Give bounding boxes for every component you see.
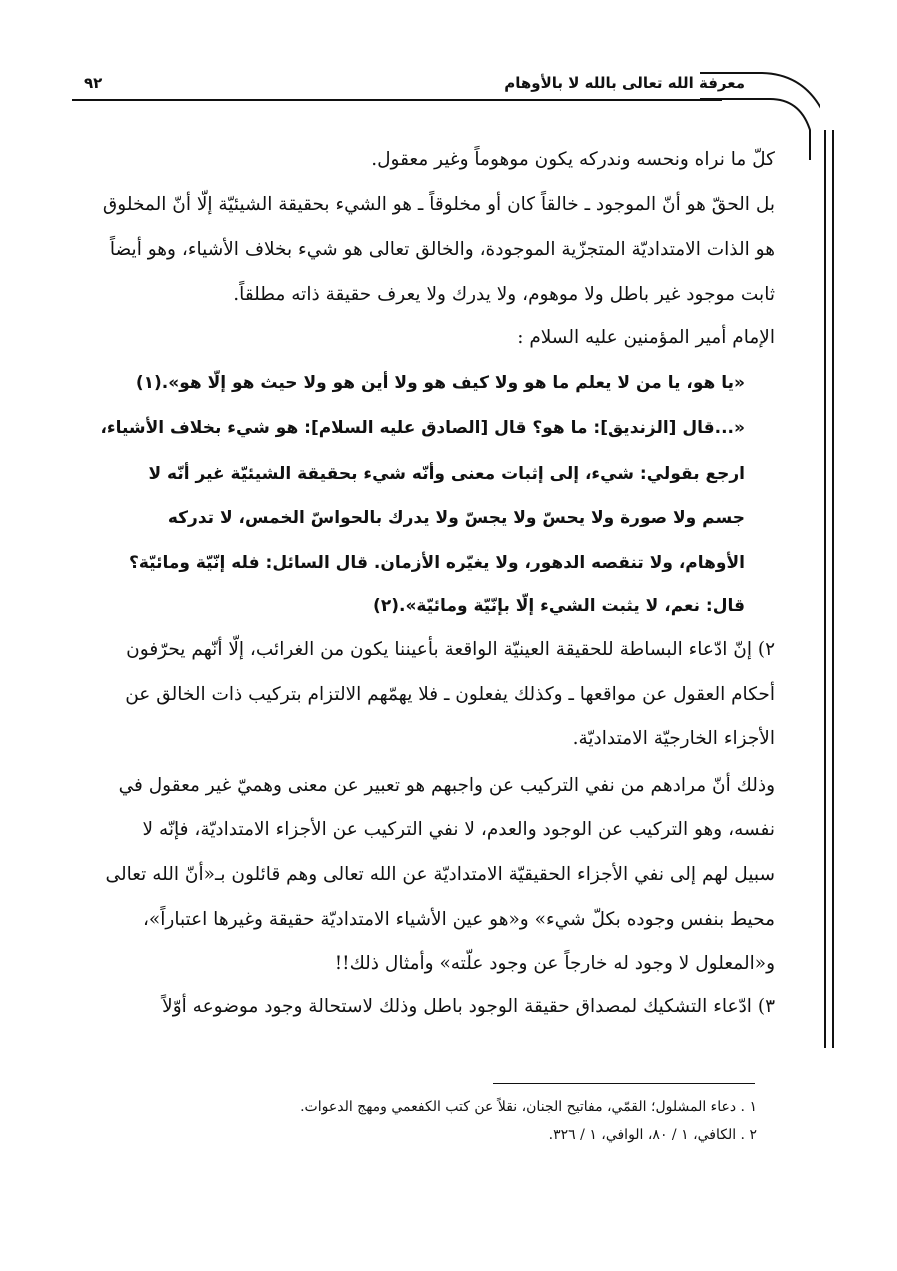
quote-line: قال: نعم، لا يثبت الشيء إلّا بإنّيّة ومائيّة».(٢)	[373, 596, 745, 616]
body-line: وذلك أنّ مرادهم من نفي التركيب عن واجبهم هو تعبير عن معنى وهميّ غير معقول في	[118, 775, 775, 796]
body-line: أحكام العقول عن مواقعها ـ وكذلك يفعلون ـ فلا يهمّهم الالتزام بتركيب ذات الخالق عن	[125, 684, 775, 705]
quote-line: ارجع بقولي: شيء، إلى إثبات معنى وأنّه شيء بحقيقة الشيئيّة غير أنّه لا	[148, 464, 745, 484]
header-rule	[72, 99, 722, 101]
footnote: ١ . دعاء المشلول؛ القمّي، مفاتيح الجنان، نقلاً عن كتب الكفعمي ومهج الدعوات.	[300, 1099, 757, 1115]
footnote: ٢ . الكافي، ١ / ٨٠، الوافي، ١ / ٣٢٦.	[548, 1127, 757, 1143]
body-line: سبيل لهم إلى نفي الأجزاء الحقيقيّة الامتداديّة عن الله تعالى وهم قائلون بـ«أنّ الله تعالى	[105, 864, 775, 885]
body-line: ثابت موجود غير باطل ولا موهوم، ولا يدرك ولا يعرف حقيقة ذاته مطلقاً.	[233, 284, 775, 305]
body-line: محيط بنفس وجوده بكلّ شيء» و«هو عين الأشياء الامتداديّة حقيقة وغيرها اعتباراً»،	[142, 909, 775, 930]
body-line: ٢) إنّ ادّعاء البساطة للحقيقة العينيّة الواقعة بأعيننا يكون من الغرائب، إلّا أنّهم يحرّفون	[126, 639, 775, 660]
body-line: بل الحقّ هو أنّ الموجود ـ خالقاً كان أو مخلوقاً ـ هو الشيء بحقيقة الشيئيّة إلّا أنّ المخلوق	[102, 194, 775, 215]
quote-line: «يا هو، يا من لا يعلم ما هو ولا كيف هو ولا أين هو ولا حيث هو إلّا هو».(١)	[135, 373, 745, 393]
page-number: ٩٢	[84, 74, 103, 92]
quote-line: الأوهام، ولا تنقصه الدهور، ولا يغيّره الأزمان. قال السائل: فله إنّيّة ومائيّة؟	[128, 553, 745, 573]
running-header-title: معرفة الله تعالى بالله لا بالأوهام	[504, 74, 745, 92]
body-line: نفسه، وهو التركيب عن الوجود والعدم، لا نفي التركيب عن الأجزاء الامتداديّة، فإنّه لا	[142, 819, 775, 840]
quote-line: جسم ولا صورة ولا يحسّ ولا يجسّ ولا يدرك بالحواسّ الخمس، لا تدركه	[167, 508, 745, 528]
footnote-rule	[493, 1083, 755, 1084]
body-line: و«المعلول لا وجود له خارجاً عن وجود علّته» وأمثال ذلك!!	[334, 953, 775, 974]
body-line: كلّ ما نراه ونحسه وندركه يكون موهوماً وغير معقول.	[371, 149, 775, 170]
page-border-line	[832, 130, 834, 1048]
body-line: الأجزاء الخارجيّة الامتداديّة.	[572, 728, 775, 749]
page-border-line	[824, 130, 826, 1048]
body-line: الإمام أمير المؤمنين عليه السلام :	[517, 327, 775, 348]
quote-line: «...قال [الزنديق]: ما هو؟ قال [الصادق عليه السلام]: هو شيء بخلاف الأشياء،	[100, 418, 745, 438]
body-line: هو الذات الامتداديّة المتجزّية الموجودة، والخالق تعالى هو شيء بخلاف الأشياء، وهو أيضاً	[109, 239, 775, 260]
body-line: ٣) ادّعاء التشكيك لمصداق حقيقة الوجود باطل وذلك لاستحالة وجود موضوعه أوّلاً	[162, 996, 775, 1017]
